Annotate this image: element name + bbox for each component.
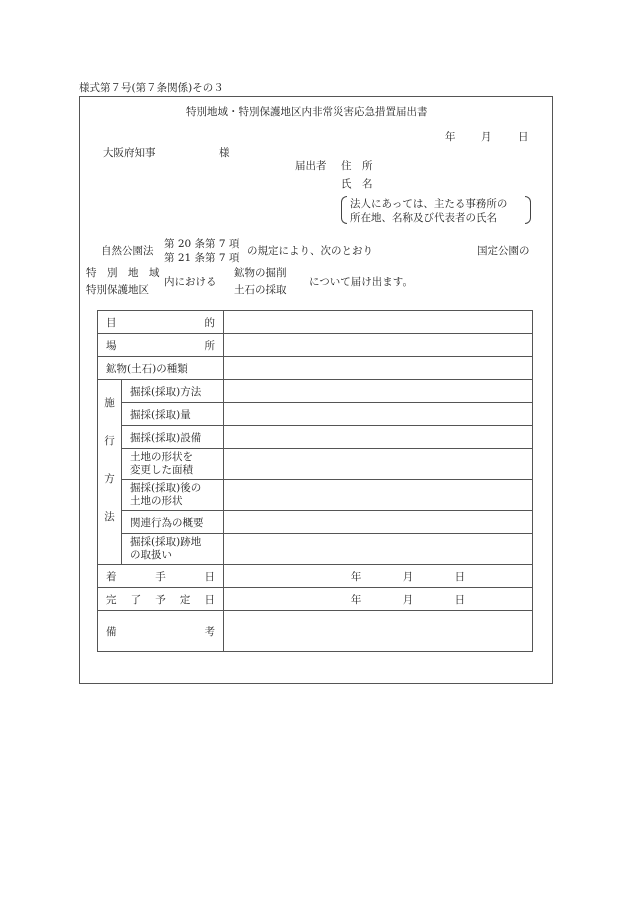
purpose-label: 目 的 [98,311,224,334]
site-handling-label: 掘採(採取)跡地 の取扱い [122,534,224,565]
location-label: 場 所 [98,334,224,357]
location-value[interactable] [224,334,533,357]
form-number: 様式第７号(第７条関係)その３ [79,82,224,94]
park-type: 国定公園の [477,245,530,257]
excavation-method-value[interactable] [224,380,533,403]
remarks-label: 備 考 [98,611,224,652]
provision-text: の規定により、次のとおり [247,245,373,257]
special-protection-zone: 特別保護地区 [86,284,149,296]
related-activities-label: 関連行為の概要 [122,511,224,534]
excavation-method-label: 掘採(採取)方法 [122,380,224,403]
row-purpose [98,311,533,334]
row-method-6 [98,511,533,534]
park-law: 自然公園法 [101,245,154,257]
row-mineral-type [98,357,533,380]
addressee-name: 大阪府知事 [103,147,156,159]
excavation-equipment-label: 掘採(採取)設備 [122,426,224,449]
row-method-5 [98,480,533,511]
row-remarks [98,611,533,652]
mineral-excavation: 鉱物の掘削 [234,267,287,279]
site-handling-value[interactable] [224,534,533,565]
row-method-3 [98,426,533,449]
clause-20: 第 20 条第 7 項 [164,238,240,250]
mineral-type-label: 鉱物(土石)の種類 [98,357,224,380]
row-completion-date [98,588,533,611]
row-location [98,334,533,357]
start-date-label: 着 手 日 [98,565,224,588]
addressee-honorific: 様 [219,147,230,159]
excavation-volume-value[interactable] [224,403,533,426]
row-start-date [98,565,533,588]
excavation-volume-label: 掘採(採取)量 [122,403,224,426]
method-section-label: 施 行 方 法 [98,380,122,565]
remarks-value[interactable] [224,611,533,652]
name-label: 氏 名 [341,178,373,190]
date-day: 日 [518,131,529,143]
purpose-value[interactable] [224,311,533,334]
post-excavation-shape-label: 掘採(採取)後の 土地の形状 [122,480,224,511]
row-method-7 [98,534,533,565]
excavation-equipment-value[interactable] [224,426,533,449]
corporate-note [341,196,531,224]
start-date-value[interactable]: 年 月 日 [224,565,533,588]
closing-text: について届け出ます。 [309,276,413,288]
altered-area-label: 土地の形状を 変更した面積 [122,449,224,480]
form-title: 特別地域・特別保護地区内非常災害応急措置届出書 [186,106,428,118]
soil-extraction: 土石の採取 [234,284,287,296]
corporate-note-line2: 所在地、名称及び代表者の氏名 [350,212,497,224]
special-area: 特 別 地 域 [86,267,160,279]
within-text: 内における [164,276,217,288]
related-activities-value[interactable] [224,511,533,534]
address-label: 住 所 [341,160,373,172]
right-brace [525,196,531,224]
date-year: 年 [445,131,456,143]
applicant-label: 届出者 [295,160,327,172]
notification-table [97,310,533,652]
left-brace [341,196,347,224]
row-method-1 [98,380,533,403]
row-method-2 [98,403,533,426]
date-month: 月 [481,131,492,143]
altered-area-value[interactable] [224,449,533,480]
mineral-type-value[interactable] [224,357,533,380]
post-excavation-shape-value[interactable] [224,480,533,511]
completion-date-label: 完 了 予 定 日 [98,588,224,611]
row-method-4 [98,449,533,480]
completion-date-value[interactable]: 年 月 日 [224,588,533,611]
clause-21: 第 21 条第 7 項 [164,252,240,264]
corporate-note-line1: 法人にあっては、主たる事務所の [350,198,508,210]
